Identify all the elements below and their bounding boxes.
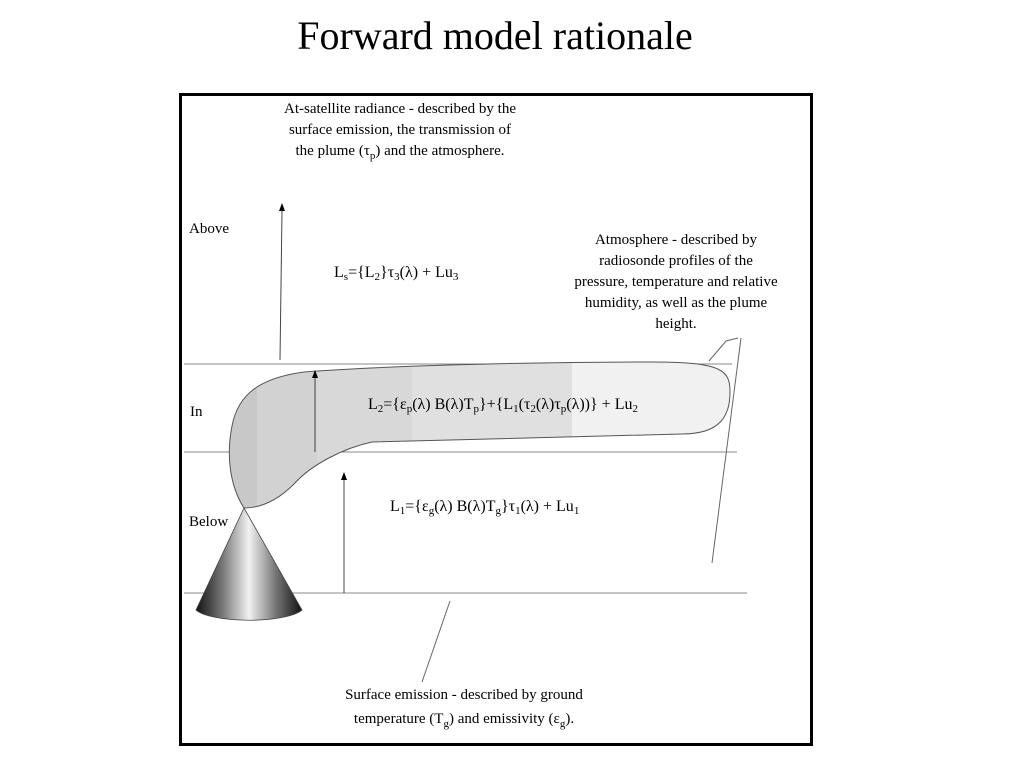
atmosphere-annotation	[542, 230, 810, 335]
atmosphere-annotation-line: humidity, as well as the plume	[584, 295, 768, 311]
slide-title: Forward model rationale	[297, 13, 693, 58]
atmosphere-annotation-line: Atmosphere - described by	[594, 232, 758, 248]
above-layer-label: Above	[189, 221, 229, 237]
diagram-frame	[179, 93, 813, 746]
ls-equation: $L_s=\{L_2\}\tau_3(\lambda) + Lu_3$	[334, 264, 459, 283]
below-layer-label: Below	[189, 514, 229, 530]
satellite-radiance-annotation	[240, 99, 560, 167]
satellite-annotation-line: At-satellite radiance - described by the	[284, 101, 516, 117]
atmosphere-annotation-line: height.	[655, 316, 697, 332]
atmosphere-annotation-line: pressure, temperature and relative	[574, 274, 778, 290]
surface-annotation-line: temperature $(T_g)$ and emissivity $(\varepsilon_g)$.	[353, 711, 575, 730]
surface-emission-annotation	[294, 683, 634, 736]
surface-callout-line	[422, 601, 450, 682]
in-layer-label: In	[190, 404, 203, 420]
l2-equation: $L_2=\{\varepsilon_p(\lambda) B(\lambda)T_p\}+\{L_1(\tau_2(\lambda)\tau_p(\lambda))\} + Lu_2$	[368, 396, 638, 415]
diagram-canvas	[182, 96, 810, 743]
satellite-annotation-line: surface emission, the transmission of	[288, 122, 512, 138]
surface-annotation-line: Surface emission - described by ground	[345, 687, 583, 703]
l1-equation: $L_1=\{\varepsilon_g(\lambda) B(\lambda)T_g\}\tau_1(\lambda) + Lu_1$	[390, 498, 580, 517]
at-satellite-arrow-head	[279, 203, 285, 211]
satellite-annotation-line: the plume $(\tau_p)$ and the atmosphere.	[295, 143, 505, 162]
below-arrow-head	[341, 472, 347, 480]
atmosphere-annotation-line: radiosonde profiles of the	[599, 253, 753, 269]
atmosphere-callout-line	[709, 338, 738, 361]
at-satellite-arrow-line	[280, 211, 282, 360]
